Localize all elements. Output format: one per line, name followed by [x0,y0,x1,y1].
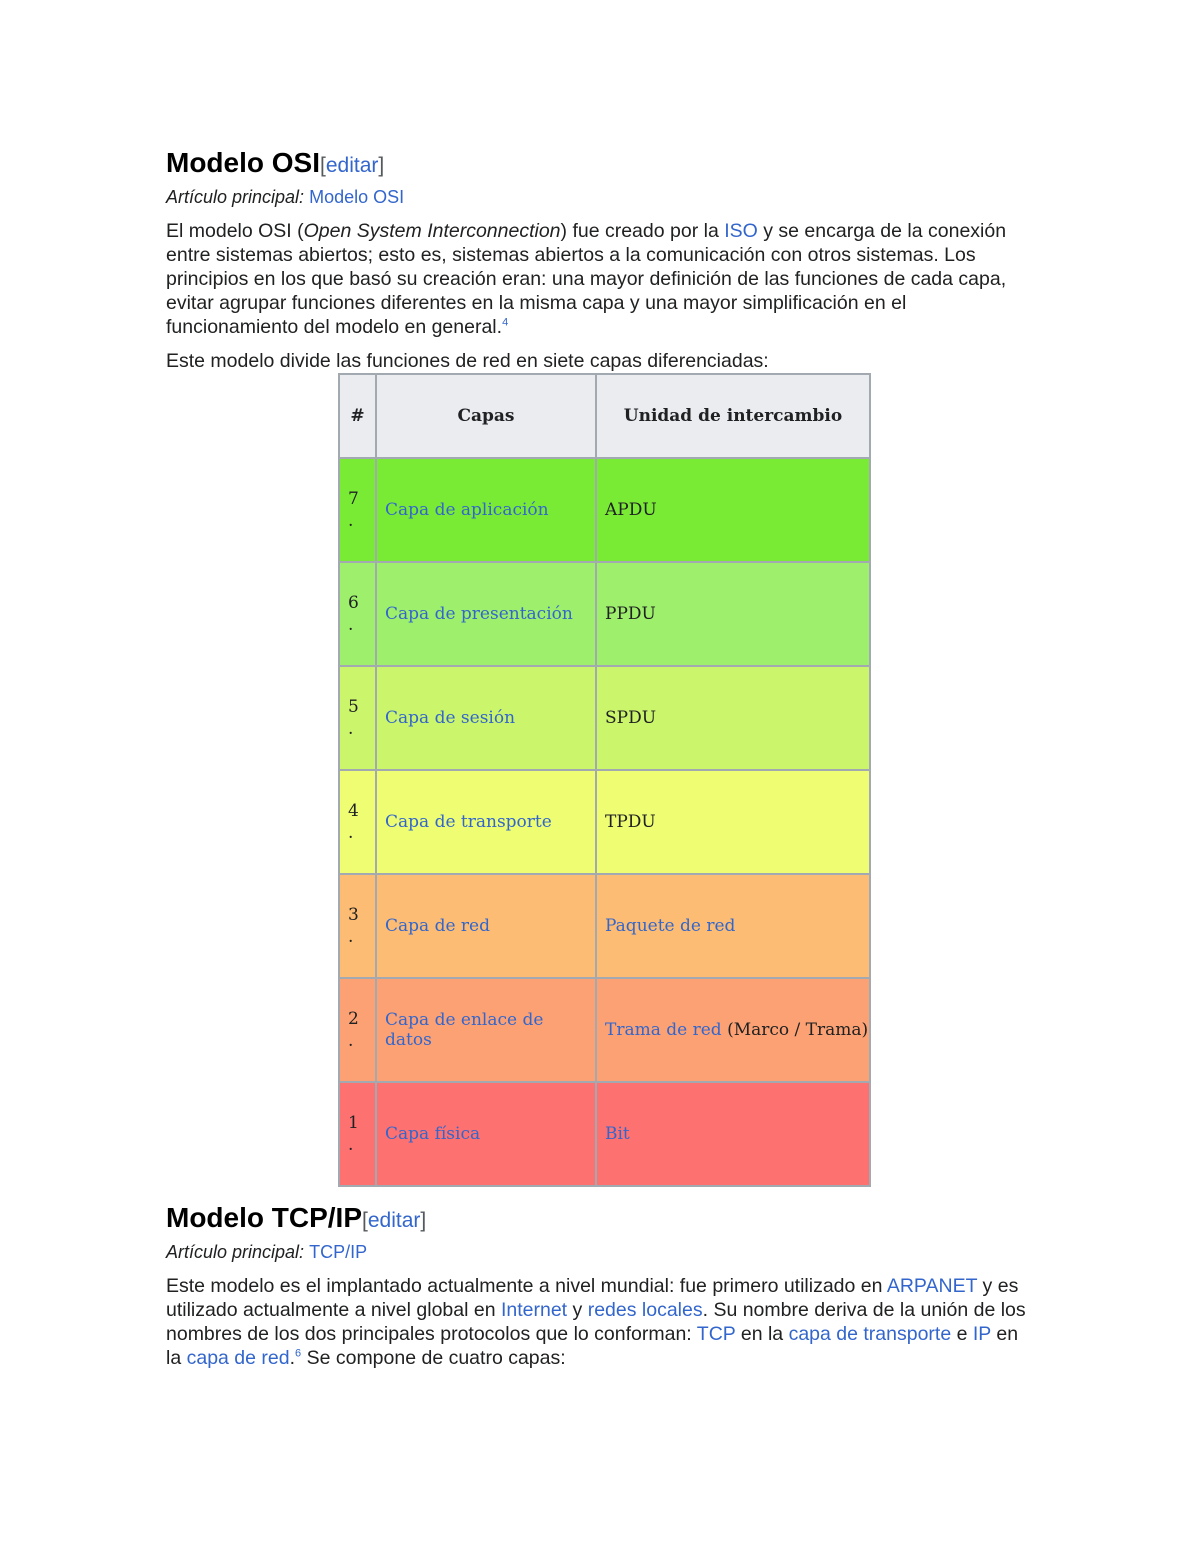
osi-section-header [166,146,1046,183]
layer-number: 2 . [339,978,376,1082]
layer-link[interactable]: Capa de enlace de datos [385,1010,544,1050]
layer-name [376,1082,596,1186]
header-layers: Capas [376,374,596,458]
layer-unit: TPDU [596,770,870,874]
table-row [339,458,870,562]
layer-number: 5 . [339,666,376,770]
unit-link[interactable]: Paquete de red [605,916,736,936]
unit-link[interactable]: Trama de red [605,1020,722,1040]
table-row [339,770,870,874]
table-row [339,874,870,978]
layer-name [376,458,596,562]
tcp-edit-link[interactable]: editar [367,1209,421,1232]
osi-heading: Modelo OSI[editar] [166,147,385,178]
tcp-paragraph: Este modelo es el implantado actualmente a nivel mundial: fue primero utilizado en ARPANET y es utilizado actualmente a nivel global en Internet y redes locales. Su nombre deriva de la unión de los nombres de los dos principales protocolos que lo conforman: TCP en la capa de transporte e IP en la capa de red.$^6$ Se compone de cuatro capas: [166,1275,1026,1369]
layer-number: 7 . [339,458,376,562]
layer-number: 3 . [339,874,376,978]
tcp-section-header [166,1201,1046,1238]
layer-number: 6 . [339,562,376,666]
osi-main-article-link[interactable]: Modelo OSI [309,187,405,207]
layer-unit: APDU [596,458,870,562]
osi-main-article: Artículo principal: Modelo OSI [166,187,405,207]
lan-link[interactable]: redes locales [587,1299,703,1321]
ip-link[interactable]: IP [972,1323,991,1345]
layer-name [376,874,596,978]
layer-number: 1 . [339,1082,376,1186]
layer-name [376,978,596,1082]
layer-link[interactable]: Capa de sesión [385,708,516,728]
header-unit: Unidad de intercambio [596,374,870,458]
tcp-main-article: Artículo principal: TCP/IP [166,1242,368,1262]
table-row [339,562,870,666]
network-layer-link[interactable]: capa de red [186,1347,290,1369]
table-row [339,666,870,770]
layer-link[interactable]: Capa de presentación [385,604,573,624]
ref-4[interactable]: 4 [502,316,509,329]
table-row [339,1082,870,1186]
layer-name [376,666,596,770]
layer-unit: PPDU [596,562,870,666]
layer-unit: SPDU [596,666,870,770]
transport-layer-link[interactable]: capa de transporte [788,1323,952,1345]
arpanet-link[interactable]: ARPANET [886,1275,978,1297]
table-row [339,978,870,1082]
osi-layers-table [338,373,871,1187]
tcp-main-article-link[interactable]: TCP/IP [309,1242,368,1262]
layer-number: 4 . [339,770,376,874]
layer-unit: Trama de red (Marco / Trama) [596,978,870,1082]
layer-link[interactable]: Capa de transporte [385,812,552,832]
ref-6[interactable]: 6 [295,1347,302,1360]
layer-name [376,562,596,666]
layer-link[interactable]: Capa de aplicación [385,500,549,520]
osi-paragraph-2: Este modelo divide las funciones de red en siete capas diferenciadas: [166,350,769,372]
tcp-link[interactable]: TCP [696,1323,736,1345]
layer-link[interactable]: Capa de red [385,916,490,936]
layer-unit [596,874,870,978]
osi-paragraph-1: El modelo OSI (Open System Interconnection) fue creado por la ISO y se encarga de la conexión entre sistemas abiertos; esto es, sistemas abiertos a la comunicación con otros sistemas. Los principios en los que basó su creación eran: una mayor definición de las funciones de cada capa, evitar agrupar funciones diferentes en la misma capa y una mayor simplificación en el funcionamiento del modelo en general.$^4$ [166,220,1007,338]
header-number: # [339,374,376,458]
layer-unit [596,1082,870,1186]
layer-name [376,770,596,874]
tcp-heading: Modelo TCP/IP[editar] [166,1202,427,1233]
osi-edit-link[interactable]: editar [325,154,379,177]
iso-link[interactable]: ISO [724,220,758,242]
unit-link[interactable]: Bit [605,1124,630,1144]
table-header-row [339,374,870,458]
layer-link[interactable]: Capa física [385,1124,481,1144]
internet-link[interactable]: Internet [500,1299,568,1321]
